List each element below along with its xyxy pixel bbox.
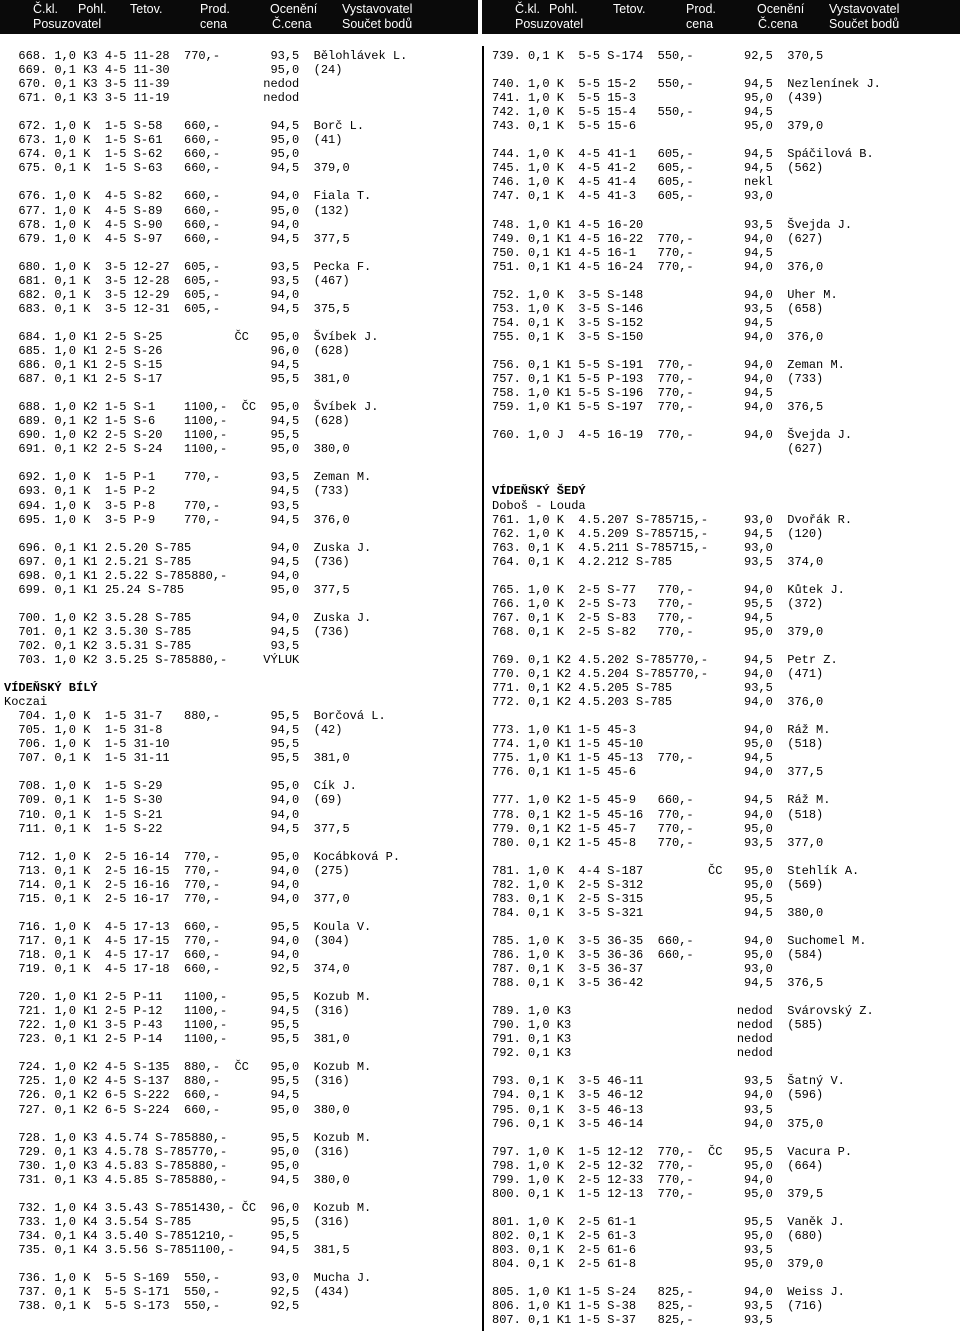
entry-line: 805. 1,0 K1 1-5 S-24 825,- 94,0 Weiss J.: [492, 1285, 845, 1300]
entry-line: 699. 0,1 K1 25.24 S-785 95,0 377,5: [4, 582, 350, 597]
header-label: Č.cena: [272, 17, 312, 31]
entry-line: 680. 1,0 K 3-5 12-27 605,- 93,5 Pecka F.: [4, 259, 372, 274]
entry-line: 689. 0,1 K2 1-5 S-6 1100,- 94,5 (628): [4, 414, 350, 429]
entry-line: [492, 850, 881, 864]
entry-line: 713. 0,1 K 2-5 16-15 770,- 94,0 (275): [4, 863, 350, 878]
entry-line: 756. 0,1 K1 5-5 S-191 770,- 94,0 Zeman M.: [492, 358, 845, 373]
entry-line: 701. 0,1 K2 3.5.30 S-785 94,5 (736): [4, 624, 350, 639]
header-label: Vystavovatel: [342, 2, 413, 16]
entry-line: 759. 1,0 K1 5-5 S-197 770,- 94,0 376,5: [492, 400, 824, 415]
entry-line: 790. 1,0 K3 nedod (585): [492, 1018, 824, 1033]
entry-line: [492, 414, 881, 428]
section-heading: VÍDEŇSKÝ ŠEDÝ: [492, 484, 586, 499]
entry-line: 721. 1,0 K1 2-5 P-12 1100,- 94,5 (316): [4, 1004, 350, 1019]
entry-line: [4, 597, 407, 611]
entry-line: 777. 1,0 K2 1-5 45-9 660,- 94,5 Ráž M.: [492, 793, 831, 808]
entry-line: 683. 0,1 K 3-5 12-31 605,- 94,5 375,5: [4, 301, 350, 316]
entry-line: 794. 0,1 K 3-5 46-12 94,0 (596): [492, 1088, 824, 1103]
entry-line: 732. 1,0 K4 3.5.43 S-7851430,- ČC 96,0 Kozub M.: [4, 1200, 372, 1215]
entry-line: 722. 1,0 K1 3-5 P-43 1100,- 95,5: [4, 1018, 300, 1033]
entry-line: 789. 1,0 K3 nedod Svárovský Z.: [492, 1004, 874, 1019]
entry-line: 780. 0,1 K2 1-5 45-8 770,- 93,5 377,0: [492, 835, 824, 850]
entry-line: [492, 1060, 881, 1074]
entry-line: 776. 0,1 K1 1-5 45-6 94,0 377,5: [492, 765, 824, 780]
entry-line: 709. 0,1 K 1-5 S-30 94,0 (69): [4, 793, 343, 808]
entry-line: 723. 0,1 K1 2-5 P-14 1100,- 95,5 381,0: [4, 1032, 350, 1047]
entry-line: 703. 1,0 K2 3.5.25 S-785880,- VÝLUK: [4, 653, 300, 668]
entry-line: 668. 1,0 K3 4-5 11-28 770,- 93,5 Bělohlávek L.: [4, 49, 408, 63]
header-label: Součet bodů: [342, 17, 413, 31]
entry-line: [492, 990, 881, 1004]
entry-line: 711. 0,1 K 1-5 S-22 94,5 377,5: [4, 821, 350, 836]
entry-line: 725. 1,0 K2 4-5 S-137 880,- 95,5 (316): [4, 1074, 350, 1089]
entry-line: 712. 1,0 K 2-5 16-14 770,- 95,0 Kocábková P.: [4, 849, 401, 864]
entry-line: 734. 0,1 K4 3.5.40 S-7851210,- 95,5: [4, 1228, 300, 1243]
entry-line: 743. 0,1 K 5-5 15-6 95,0 379,0: [492, 119, 824, 134]
entry-line: [492, 709, 881, 723]
entry-line: [492, 1131, 881, 1145]
entry-line: 798. 1,0 K 2-5 12-32 770,- 95,0 (664): [492, 1158, 824, 1173]
entry-line: [4, 1257, 407, 1271]
entry-line: 772. 0,1 K2 4.5.203 S-785 94,0 376,0: [492, 695, 824, 710]
header-label: Ocenění: [757, 2, 805, 16]
entry-line: 793. 0,1 K 3-5 46-11 93,5 Šatný V.: [492, 1074, 845, 1089]
entry-line: 745. 1,0 K 4-5 41-2 605,- 94,5 (562): [492, 161, 824, 176]
entry-line: 675. 0,1 K 1-5 S-63 660,- 94,5 379,0: [4, 161, 350, 176]
entry-line: [4, 765, 407, 779]
left-column: [4, 49, 407, 1313]
entry-line: 669. 0,1 K3 4-5 11-30 95,0 (24): [4, 63, 343, 78]
entry-line: 718. 0,1 K 4-5 17-17 660,- 94,0: [4, 948, 300, 962]
entry-line: 797. 1,0 K 1-5 12-12 770,- ČC 95,5 Vacura P.: [492, 1144, 853, 1159]
entry-line: 779. 0,1 K2 1-5 45-7 770,- 95,0: [492, 821, 773, 836]
entry-line: 706. 1,0 K 1-5 31-10 95,5: [4, 737, 300, 752]
entry-line: 748. 1,0 K1 4-5 16-20 93,5 Švejda J.: [492, 217, 853, 232]
entry-line: 746. 1,0 K 4-5 41-4 605,- nekl: [492, 175, 773, 190]
entry-line: [492, 1271, 881, 1285]
entry-line: 747. 0,1 K 4-5 41-3 605,- 93,0: [492, 189, 773, 204]
entry-line: 687. 0,1 K1 2-5 S-17 95,5 381,0: [4, 372, 350, 387]
entry-line: 752. 1,0 K 3-5 S-148 94,0 Uher M.: [492, 287, 838, 302]
entry-line: 690. 1,0 K2 2-5 S-20 1100,- 95,5: [4, 428, 300, 443]
entry-line: 771. 0,1 K2 4.5.205 S-785 93,5: [492, 681, 773, 696]
entry-line: 739. 0,1 K 5-5 S-174 550,- 92,5 370,5: [492, 49, 824, 63]
header-label: cena: [200, 17, 228, 31]
entry-line: 704. 1,0 K 1-5 31-7 880,- 95,5 Borčová L.: [4, 709, 386, 724]
entry-line: [492, 204, 881, 218]
entry-line: [4, 1117, 407, 1131]
entry-line: 733. 1,0 K4 3.5.54 S-785 95,5 (316): [4, 1214, 350, 1229]
entry-line: 672. 1,0 K 1-5 S-58 660,- 94,5 Borč L.: [4, 119, 365, 134]
header-label: Pohl.: [78, 2, 107, 16]
entry-line: 686. 0,1 K1 2-5 S-15 94,5: [4, 358, 300, 373]
entry-line: 763. 0,1 K 4.5.211 S-785715,- 93,0: [492, 540, 773, 555]
entry-line: 716. 1,0 K 4-5 17-13 660,- 95,5 Koula V.: [4, 919, 372, 934]
entry-line: 698. 0,1 K1 2.5.22 S-785880,- 94,0: [4, 568, 300, 583]
entry-line: 670. 0,1 K3 3-5 11-39 nedod: [4, 77, 300, 92]
entry-line: 744. 1,0 K 4-5 41-1 605,- 94,5 Spáčilová B.: [492, 147, 874, 162]
entry-line: 735. 0,1 K4 3.5.56 S-7851100,- 94,5 381,5: [4, 1242, 350, 1257]
entry-line: 807. 0,1 K1 1-5 S-37 825,- 93,5: [492, 1313, 773, 1328]
entry-line: 774. 1,0 K1 1-5 45-10 95,0 (518): [492, 737, 824, 752]
entry-line: 785. 1,0 K 3-5 36-35 660,- 94,0 Suchomel M.: [492, 933, 867, 948]
entry-line: [492, 133, 881, 147]
entry-line: [4, 456, 407, 470]
entry-line: [4, 667, 407, 681]
header-bar-left: [0, 0, 478, 34]
header-label: Prod.: [686, 2, 716, 16]
entry-line: 792. 0,1 K3 nedod: [492, 1046, 773, 1061]
entry-line: 770. 0,1 K2 4.5.204 S-785770,- 94,0 (471): [492, 667, 824, 682]
entry-line: 757. 0,1 K1 5-5 P-193 770,- 94,0 (733): [492, 372, 824, 387]
entry-line: 688. 1,0 K2 1-5 S-1 1100,- ČC 95,0 Švíbek J.: [4, 400, 379, 415]
header-bar-right: [482, 0, 960, 34]
header-label: Č.cena: [758, 17, 798, 31]
entry-line: 679. 1,0 K 4-5 S-97 660,- 94,5 377,5: [4, 231, 350, 246]
entry-line: 678. 1,0 K 4-5 S-90 660,- 94,0: [4, 217, 300, 232]
column-divider: [482, 46, 484, 1331]
entry-line: 702. 0,1 K2 3.5.31 S-785 93,5: [4, 638, 300, 653]
entry-line: 737. 0,1 K 5-5 S-171 550,- 92,5 (434): [4, 1285, 350, 1300]
entry-line: 677. 1,0 K 4-5 S-89 660,- 95,0 (132): [4, 203, 350, 218]
header-label: Tetov.: [613, 2, 646, 16]
entry-line: [492, 456, 881, 470]
right-column: [492, 49, 881, 1327]
entry-line: 768. 0,1 K 2-5 S-82 770,- 95,0 379,0: [492, 624, 824, 639]
entry-line: 715. 0,1 K 2-5 16-17 770,- 94,0 377,0: [4, 891, 350, 906]
entry-line: [4, 1187, 407, 1201]
entry-line: [4, 976, 407, 990]
entry-line: 728. 1,0 K3 4.5.74 S-785880,- 95,5 Kozub M.: [4, 1130, 372, 1145]
entry-line: 674. 0,1 K 1-5 S-62 660,- 95,0: [4, 147, 300, 162]
entry-line: 692. 1,0 K 1-5 P-1 770,- 93,5 Zeman M.: [4, 470, 372, 485]
entry-line: 684. 1,0 K1 2-5 S-25 ČC 95,0 Švíbek J.: [4, 329, 379, 344]
entry-line: 676. 1,0 K 4-5 S-82 660,- 94,0 Fiala T.: [4, 189, 372, 204]
entry-line: 781. 1,0 K 4-4 S-187 ČC 95,0 Stehlík A.: [492, 863, 860, 878]
entry-line: 806. 1,0 K1 1-5 S-38 825,- 93,5 (716): [492, 1299, 824, 1314]
entry-line: 773. 1,0 K1 1-5 45-3 94,0 Ráž M.: [492, 723, 831, 738]
entry-line: 710. 0,1 K 1-5 S-21 94,0: [4, 807, 300, 822]
entry-line: 778. 0,1 K2 1-5 45-16 770,- 94,0 (518): [492, 807, 824, 822]
entry-line: 802. 0,1 K 2-5 61-3 95,0 (680): [492, 1228, 824, 1243]
entry-line: 754. 0,1 K 3-5 S-152 94,5: [492, 315, 773, 330]
entry-line: 769. 0,1 K2 4.5.202 S-785770,- 94,5 Petr Z.: [492, 653, 838, 668]
entry-line: [492, 274, 881, 288]
entry-line: 729. 0,1 K3 4.5.78 S-785770,- 95,0 (316): [4, 1144, 350, 1159]
section-heading: VÍDEŇSKÝ BÍLÝ: [4, 681, 98, 696]
entry-line: Doboš - Louda: [492, 498, 586, 513]
entry-line: 724. 1,0 K2 4-5 S-135 880,- ČC 95,0 Kozub M.: [4, 1060, 372, 1075]
entry-line: 742. 1,0 K 5-5 15-4 550,- 94,5: [492, 105, 773, 120]
entry-line: 708. 1,0 K 1-5 S-29 95,0 Cík J.: [4, 779, 357, 794]
entry-line: [4, 386, 407, 400]
entry-line: 791. 0,1 K3 nedod: [492, 1032, 773, 1047]
entry-line: 758. 1,0 K1 5-5 S-196 770,- 94,5: [492, 386, 773, 401]
entry-line: 705. 1,0 K 1-5 31-8 94,5 (42): [4, 723, 343, 738]
entry-line: 738. 0,1 K 5-5 S-173 550,- 92,5: [4, 1299, 300, 1314]
header-label: Pohl.: [549, 2, 578, 16]
entry-line: 764. 0,1 K 4.2.212 S-785 93,5 374,0: [492, 554, 824, 569]
header-label: Součet bodů: [829, 17, 900, 31]
header-label: Prod.: [200, 2, 230, 16]
entry-line: [4, 246, 407, 260]
entry-line: Koczai: [4, 695, 48, 710]
entry-line: 673. 1,0 K 1-5 S-61 660,- 95,0 (41): [4, 133, 343, 148]
entry-line: (627): [492, 442, 824, 457]
entry-line: 749. 0,1 K1 4-5 16-22 770,- 94,0 (627): [492, 231, 824, 246]
entry-line: 671. 0,1 K3 3-5 11-19 nedod: [4, 91, 300, 106]
entry-line: [4, 1046, 407, 1060]
entry-line: 726. 0,1 K2 6-5 S-222 660,- 94,5: [4, 1088, 300, 1103]
entry-line: 720. 1,0 K1 2-5 P-11 1100,- 95,5 Kozub M.: [4, 990, 372, 1005]
entry-line: [492, 779, 881, 793]
entry-line: [492, 569, 881, 583]
entry-line: [492, 63, 881, 77]
entry-line: 707. 0,1 K 1-5 31-11 95,5 381,0: [4, 751, 350, 766]
entry-line: 685. 1,0 K1 2-5 S-26 96,0 (628): [4, 343, 350, 358]
entry-line: 775. 1,0 K1 1-5 45-13 770,- 94,5: [492, 751, 773, 766]
header-label: Posuzovatel: [515, 17, 584, 31]
entry-line: 695. 1,0 K 3-5 P-9 770,- 94,5 376,0: [4, 512, 350, 527]
entry-line: 697. 0,1 K1 2.5.21 S-785 94,5 (736): [4, 554, 350, 569]
entry-line: 782. 1,0 K 2-5 S-312 95,0 (569): [492, 877, 824, 892]
entry-line: 751. 0,1 K1 4-5 16-24 770,- 94,0 376,0: [492, 259, 824, 274]
entry-line: 700. 1,0 K2 3.5.28 S-785 94,0 Zuska J.: [4, 610, 372, 625]
entry-line: 765. 1,0 K 2-5 S-77 770,- 94,0 Kůtek J.: [492, 582, 845, 597]
entry-line: 760. 1,0 J 4-5 16-19 770,- 94,0 Švejda J.: [492, 428, 853, 443]
entry-line: 796. 0,1 K 3-5 46-14 94,0 375,0: [492, 1116, 824, 1131]
entry-line: [4, 836, 407, 850]
entry-line: 694. 1,0 K 3-5 P-8 770,- 93,5: [4, 498, 300, 513]
entry-line: 682. 0,1 K 3-5 12-29 605,- 94,0: [4, 287, 300, 302]
entry-line: 755. 0,1 K 3-5 S-150 94,0 376,0: [492, 329, 824, 344]
entry-line: 804. 0,1 K 2-5 61-8 95,0 379,0: [492, 1257, 824, 1272]
entry-line: 731. 0,1 K3 4.5.85 S-785880,- 94,5 380,0: [4, 1172, 350, 1187]
entry-line: 801. 1,0 K 2-5 61-1 95,5 Vaněk J.: [492, 1214, 845, 1229]
entry-line: [492, 344, 881, 358]
entry-line: 767. 0,1 K 2-5 S-83 770,- 94,5: [492, 610, 773, 625]
entry-line: 795. 0,1 K 3-5 46-13 93,5: [492, 1102, 773, 1117]
entry-line: 730. 1,0 K3 4.5.83 S-785880,- 95,0: [4, 1158, 300, 1173]
entry-line: 681. 0,1 K 3-5 12-28 605,- 93,5 (467): [4, 273, 350, 288]
header-label: Č.kl.: [33, 2, 58, 16]
entry-line: 717. 0,1 K 4-5 17-15 770,- 94,0 (304): [4, 933, 350, 948]
header-label: Tetov.: [130, 2, 163, 16]
header-label: Č.kl.: [515, 2, 540, 16]
entry-line: 799. 1,0 K 2-5 12-33 770,- 94,0: [492, 1172, 773, 1187]
entry-line: 719. 0,1 K 4-5 17-18 660,- 92,5 374,0: [4, 962, 350, 977]
header-label: Posuzovatel: [33, 17, 102, 31]
entry-line: 786. 1,0 K 3-5 36-36 660,- 95,0 (584): [492, 948, 824, 962]
entry-line: 784. 0,1 K 3-5 S-321 94,5 380,0: [492, 905, 824, 920]
entry-line: 696. 0,1 K1 2.5.20 S-785 94,0 Zuska J.: [4, 540, 372, 555]
entry-line: 787. 0,1 K 3-5 36-37 93,0: [492, 962, 773, 977]
entry-line: [4, 527, 407, 541]
entry-line: [492, 920, 881, 934]
entry-line: 783. 0,1 K 2-5 S-315 95,5: [492, 891, 773, 906]
entry-line: [4, 175, 407, 189]
entry-line: 803. 0,1 K 2-5 61-6 93,5: [492, 1242, 773, 1257]
header-label: Vystavovatel: [829, 2, 900, 16]
entry-line: 736. 1,0 K 5-5 S-169 550,- 93,0 Mucha J.: [4, 1271, 372, 1286]
entry-line: 741. 1,0 K 5-5 15-3 95,0 (439): [492, 91, 824, 106]
entry-line: 740. 1,0 K 5-5 15-2 550,- 94,5 Nezlenínek J.: [492, 77, 881, 92]
entry-line: 727. 0,1 K2 6-5 S-224 660,- 95,0 380,0: [4, 1102, 350, 1117]
entry-line: 691. 0,1 K2 2-5 S-24 1100,- 95,0 380,0: [4, 442, 350, 457]
header-label: Ocenění: [270, 2, 318, 16]
entry-line: 714. 0,1 K 2-5 16-16 770,- 94,0: [4, 877, 300, 892]
entry-line: 800. 0,1 K 1-5 12-13 770,- 95,0 379,5: [492, 1186, 824, 1201]
entry-line: [492, 1201, 881, 1215]
entry-line: [4, 906, 407, 920]
entry-line: 788. 0,1 K 3-5 36-42 94,5 376,5: [492, 976, 824, 991]
entry-line: [4, 105, 407, 119]
entry-line: 761. 1,0 K 4.5.207 S-785715,- 93,0 Dvořák R.: [492, 512, 853, 527]
entry-line: 753. 1,0 K 3-5 S-146 93,5 (658): [492, 301, 824, 316]
entry-line: 750. 0,1 K1 4-5 16-1 770,- 94,5: [492, 245, 773, 260]
entry-line: [492, 470, 881, 484]
entry-line: [492, 639, 881, 653]
entry-line: [4, 316, 407, 330]
entry-line: 766. 1,0 K 2-5 S-73 770,- 95,5 (372): [492, 596, 824, 611]
entry-line: 693. 0,1 K 1-5 P-2 94,5 (733): [4, 484, 350, 499]
header-label: cena: [686, 17, 714, 31]
entry-line: 762. 1,0 K 4.5.209 S-785715,- 94,5 (120): [492, 526, 824, 541]
